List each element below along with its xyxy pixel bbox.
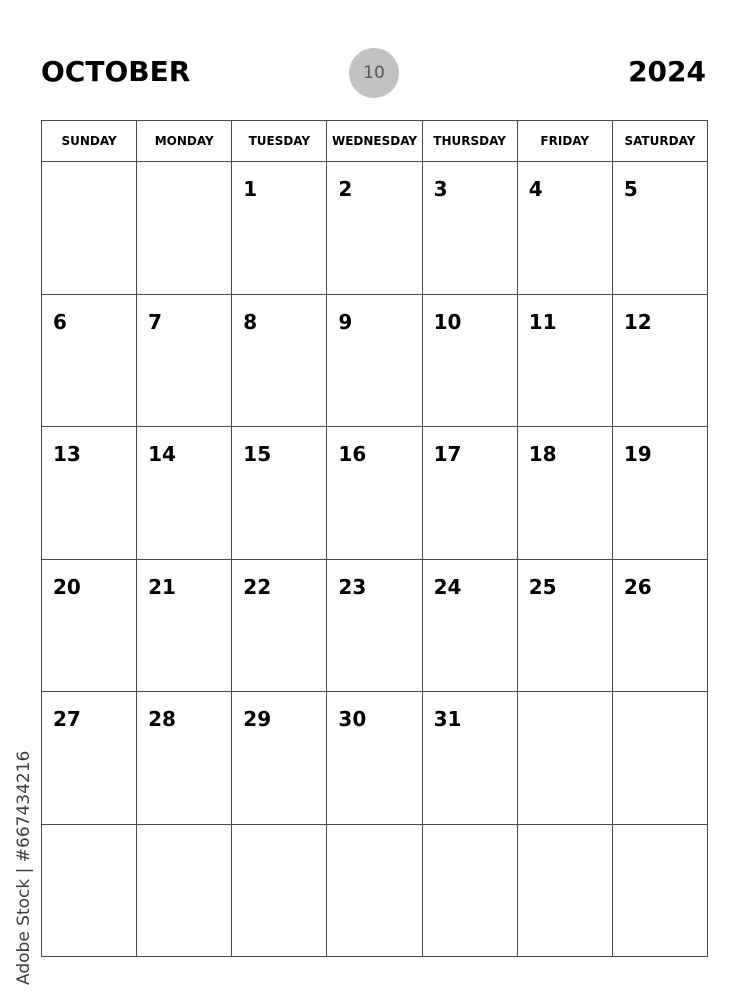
day-number: 8 xyxy=(243,309,258,334)
day-cell xyxy=(232,559,327,692)
day-cell xyxy=(517,824,612,957)
day-number: 30 xyxy=(338,707,367,731)
calendar-grid xyxy=(41,120,708,957)
day-number: 26 xyxy=(623,574,652,599)
weekday-thursday: THURSDAY xyxy=(422,121,517,162)
day-cell xyxy=(327,427,422,560)
day-cell xyxy=(422,294,517,427)
day-number xyxy=(137,162,231,178)
day-number: 23 xyxy=(338,574,367,599)
day-number: 10 xyxy=(433,309,462,334)
day-cell xyxy=(422,824,517,957)
day-number: 11 xyxy=(528,309,557,334)
day-cell xyxy=(42,294,137,427)
day-cell xyxy=(137,692,232,825)
day-number: 4 xyxy=(528,177,543,201)
day-cell xyxy=(232,692,327,825)
day-cell xyxy=(517,294,612,427)
weekday-saturday: SATURDAY xyxy=(612,121,707,162)
week-row xyxy=(42,294,708,427)
stock-id-text: Adobe Stock | #667434216 xyxy=(14,750,34,985)
day-cell xyxy=(422,692,517,825)
day-number xyxy=(42,825,136,841)
day-number: 13 xyxy=(53,442,81,466)
day-cell xyxy=(327,692,422,825)
month-title: OCTOBER xyxy=(41,55,191,88)
day-cell xyxy=(327,559,422,692)
day-number: 7 xyxy=(148,309,163,334)
weekday-friday: FRIDAY xyxy=(517,121,612,162)
day-cell xyxy=(612,427,707,560)
day-number xyxy=(42,162,136,178)
day-cell xyxy=(137,294,232,427)
day-number: 19 xyxy=(623,442,652,466)
day-number: 17 xyxy=(433,442,462,466)
day-number: 6 xyxy=(53,309,67,334)
week-row xyxy=(42,559,708,692)
day-number: 29 xyxy=(243,707,272,731)
day-cell xyxy=(517,692,612,825)
day-cell xyxy=(517,427,612,560)
month-number-badge: 10 xyxy=(349,48,399,98)
day-number: 1 xyxy=(243,177,258,201)
day-number: 25 xyxy=(528,574,557,599)
day-number: 9 xyxy=(338,309,353,334)
day-number xyxy=(423,825,517,841)
day-number xyxy=(518,692,612,708)
day-cell xyxy=(422,559,517,692)
day-cell xyxy=(612,692,707,825)
day-number: 14 xyxy=(148,442,176,466)
day-cell xyxy=(137,824,232,957)
weekday-wednesday: WEDNESDAY xyxy=(327,121,422,162)
week-row xyxy=(42,692,708,825)
day-cell xyxy=(42,427,137,560)
day-number: 15 xyxy=(243,442,272,466)
day-cell xyxy=(232,824,327,957)
day-cell xyxy=(232,294,327,427)
day-cell xyxy=(327,162,422,295)
day-number xyxy=(232,825,326,841)
day-number: 28 xyxy=(148,707,176,731)
year-title: 2024 xyxy=(628,55,706,88)
weekday-sunday: SUNDAY xyxy=(42,121,137,162)
day-number: 12 xyxy=(623,309,652,334)
day-number: 5 xyxy=(623,177,638,201)
day-cell xyxy=(232,427,327,560)
day-cell xyxy=(42,692,137,825)
day-number: 3 xyxy=(433,177,448,201)
day-cell xyxy=(612,559,707,692)
day-number: 21 xyxy=(148,574,176,599)
day-cell xyxy=(422,162,517,295)
stock-id-watermark xyxy=(12,750,34,985)
day-number: 2 xyxy=(338,177,353,201)
day-cell xyxy=(42,559,137,692)
day-number: 22 xyxy=(243,574,272,599)
day-cell xyxy=(517,559,612,692)
day-number: 31 xyxy=(433,707,462,731)
day-cell xyxy=(422,427,517,560)
day-number: 27 xyxy=(53,707,81,731)
day-cell xyxy=(42,162,137,295)
week-row xyxy=(42,162,708,295)
weekday-monday: MONDAY xyxy=(137,121,232,162)
day-number xyxy=(518,825,612,841)
day-cell xyxy=(42,824,137,957)
weekday-tuesday: TUESDAY xyxy=(232,121,327,162)
day-cell xyxy=(612,162,707,295)
weekday-header-row xyxy=(42,121,708,162)
day-cell xyxy=(137,559,232,692)
day-number: 24 xyxy=(433,574,462,599)
day-number: 18 xyxy=(528,442,557,466)
day-cell xyxy=(327,294,422,427)
day-cell xyxy=(232,162,327,295)
day-number xyxy=(137,825,231,841)
week-row xyxy=(42,427,708,560)
day-cell xyxy=(137,162,232,295)
day-cell xyxy=(517,162,612,295)
day-number: 20 xyxy=(53,574,81,599)
day-cell xyxy=(612,824,707,957)
day-number xyxy=(613,825,707,841)
week-row xyxy=(42,824,708,957)
day-cell xyxy=(137,427,232,560)
day-cell xyxy=(327,824,422,957)
day-cell xyxy=(612,294,707,427)
day-number xyxy=(613,692,707,708)
day-number xyxy=(327,825,421,841)
day-number: 16 xyxy=(338,442,367,466)
